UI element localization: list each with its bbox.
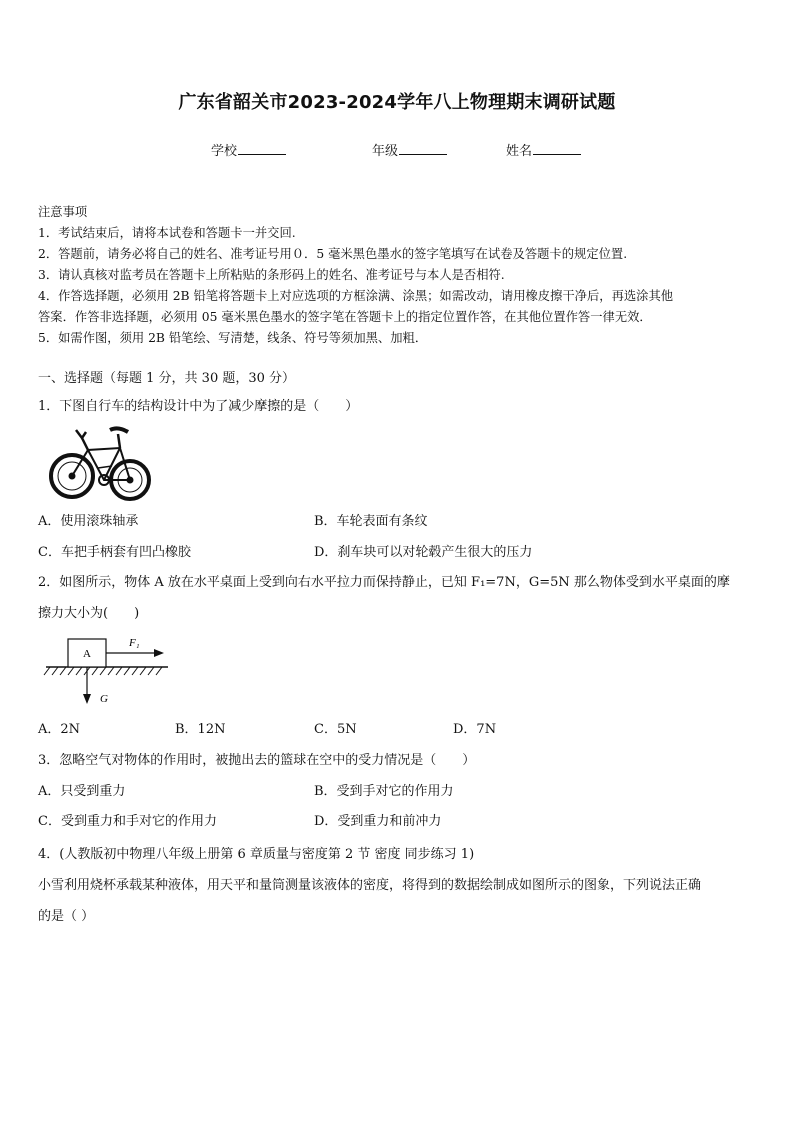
weight-label: G	[100, 693, 108, 705]
question-4-stem-line-1: 小雪利用烧杯承载某种液体，用天平和量筒测量该液体的密度，将得到的数据绘制成如图所示的图象，下列说法正确	[38, 878, 702, 893]
question-3-stem: 3．忽略空气对物体的作用时，被抛出去的篮球在空中的受力情况是（ ）	[38, 753, 476, 768]
question-2-option-b[interactable]: B．12N	[175, 722, 226, 737]
exam-title: 广东省韶关市2023-2024学年八上物理期末调研试题	[178, 92, 616, 113]
note-line: 5．如需作图，须用 2B 铅笔绘、写清楚，线条、符号等须加黑、加粗．	[38, 331, 428, 345]
note-line: 3．请认真核对监考员在答题卡上所粘贴的条形码上的姓名、准考证号与本人是否相符.	[38, 268, 505, 282]
question-1-option-b[interactable]: B．车轮表面有条纹	[314, 514, 428, 529]
question-3-option-c[interactable]: C．受到重力和手对它的作用力	[38, 814, 217, 829]
school-field	[211, 140, 286, 159]
ground-hatch	[44, 667, 162, 675]
question-1-option-c[interactable]: C．车把手柄套有凹凸橡胶	[38, 545, 191, 560]
question-2-stem-line-2: 擦力大小为( )	[38, 606, 140, 621]
force-arrowhead	[154, 649, 164, 657]
note-line: 2．答题前，请务必将自己的姓名、准考证号用０．5 毫米黑色墨水的签字笔填写在试卷及答题卡的规定位置.	[38, 247, 628, 261]
bicycle-icon	[51, 428, 149, 499]
question-4-source: 4．(人教版初中物理八年级上册第 6 章质量与密度第 2 节 密度 同步练习 1)	[38, 847, 475, 862]
question-2-option-c[interactable]: C．5N	[314, 722, 357, 737]
question-4-stem-line-2: 的是（ ）	[38, 909, 95, 924]
name-blank	[533, 141, 581, 155]
grade-blank	[399, 141, 447, 155]
school-blank	[238, 141, 286, 155]
note-line: 答案．作答非选择题，必须用 05 毫米黑色墨水的签字笔在答题卡上的指定位置作答，在其他位置作答一律无效．	[38, 310, 652, 324]
question-2-option-a[interactable]: A．2N	[38, 722, 81, 737]
note-line: 4．作答选择题，必须用 2B 铅笔将答题卡上对应选项的方框涂满、涂黑；如需改动，请用橡皮擦干净后，再选涂其他	[38, 289, 674, 303]
section-heading: 一、选择题（每题 1 分，共 30 题，30 分）	[38, 371, 296, 386]
force-diagram	[42, 632, 174, 710]
question-3-option-a[interactable]: A．只受到重力	[38, 784, 126, 799]
question-2-option-d[interactable]: D．7N	[453, 722, 497, 737]
note-line: 1．考试结束后，请将本试卷和答题卡一并交回.	[38, 226, 296, 240]
question-2-stem-line-1: 2．如图所示，物体 A 放在水平桌面上受到向右水平拉力而保持静止，已知 F₁=7N，G=5N 那么物体受到水平桌面的摩	[38, 575, 730, 590]
question-3-option-b[interactable]: B．受到手对它的作用力	[314, 784, 454, 799]
force-label: F₁	[129, 637, 140, 649]
question-1-option-a[interactable]: A．使用滚珠轴承	[38, 514, 139, 529]
block-a-label: A	[83, 648, 91, 660]
grade-label: 年级	[372, 144, 399, 159]
bicycle-figure	[48, 420, 156, 504]
question-1-stem: 1．下图自行车的结构设计中为了减少摩擦的是（ ）	[38, 399, 359, 414]
school-label: 学校	[211, 144, 238, 159]
name-field	[506, 140, 581, 159]
grade-field	[372, 140, 447, 159]
weight-arrowhead	[83, 694, 91, 704]
notes-heading: 注意事项	[38, 205, 88, 219]
question-3-option-d[interactable]: D．受到重力和前冲力	[314, 814, 442, 829]
name-label: 姓名	[506, 144, 533, 159]
question-1-option-d[interactable]: D．刹车块可以对轮毂产生很大的压力	[314, 545, 533, 560]
